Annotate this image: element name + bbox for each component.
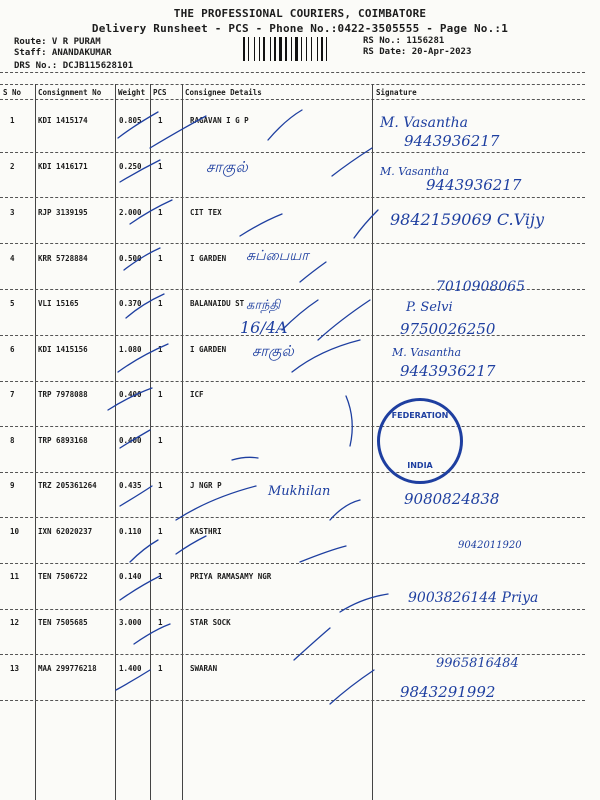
pen-stroke	[240, 214, 282, 236]
pen-stroke	[124, 248, 160, 270]
row-consignment-no: TEN 7506722	[38, 572, 88, 581]
pen-stroke	[118, 112, 158, 138]
row-consignment-no: TRP 6893168	[38, 436, 88, 445]
row-weight: 1.400	[119, 664, 142, 673]
signature-row-1: M. Vasantha	[380, 115, 468, 131]
phone-row-2: 9443936217	[426, 176, 522, 194]
pen-stroke	[300, 546, 346, 562]
header-sno: S No	[3, 88, 22, 97]
drs-number: DRS No.: DCJB115628101	[14, 61, 134, 71]
phone-row-4: 7010908065	[436, 279, 526, 295]
row-consignee: I GARDEN	[190, 345, 227, 354]
row-consignee: SWARAN	[190, 664, 218, 673]
pen-stroke	[292, 340, 360, 372]
row-weight: 0.400	[119, 390, 142, 399]
consignee-hand-row-4: சுப்பையா	[246, 248, 309, 264]
row-pcs: 1	[158, 436, 163, 445]
row-pcs: 1	[158, 390, 163, 399]
phone-row-6: 9443936217	[400, 362, 496, 380]
pen-stroke	[294, 628, 330, 660]
pen-stroke	[118, 344, 168, 372]
row-consignee: CIT TEX	[190, 208, 222, 217]
row-consignee: RAGAVAN I G P	[190, 116, 249, 125]
consignee-hand-row-5: காந்தி	[246, 298, 281, 313]
row-consignment-no: TEN 7505685	[38, 618, 88, 627]
row-weight: 2.000	[119, 208, 142, 217]
row-pcs: 1	[158, 527, 163, 536]
row-sno: 5	[10, 299, 15, 308]
staff-label: Staff: ANANDAKUMAR	[14, 48, 112, 58]
row-sno: 1	[10, 116, 15, 125]
row-sno: 11	[10, 572, 20, 581]
pen-stroke	[176, 486, 256, 520]
signature-row-2: M. Vasantha	[380, 165, 450, 178]
stamp-top-text: FEDERATION	[391, 411, 449, 420]
row-consignee: STAR SOCK	[190, 618, 231, 627]
row-weight: 0.500	[119, 254, 142, 263]
rs-number: RS No.: 1156281	[363, 36, 445, 46]
row-weight: 0.435	[119, 481, 142, 490]
rs-date: RS Date: 20-Apr-2023	[363, 47, 472, 57]
row-consignment-no: KDI 1416171	[38, 162, 88, 171]
pen-stroke	[340, 594, 388, 612]
row-consignee: I GARDEN	[190, 254, 227, 263]
pen-stroke	[330, 670, 374, 704]
signature-row-6: M. Vasantha	[392, 346, 462, 359]
pen-stroke	[318, 300, 370, 340]
pen-stroke	[120, 486, 152, 506]
header-weight: Weight	[118, 88, 146, 97]
pen-stroke	[330, 500, 360, 520]
phone-row-5: 9750026250	[400, 320, 496, 338]
pen-stroke	[354, 210, 378, 238]
pen-stroke	[346, 396, 352, 446]
row-weight: 0.400	[119, 436, 142, 445]
phone-row-12: 9965816484	[436, 656, 519, 671]
row-sno: 8	[10, 436, 15, 445]
door-number-row-5: 16/4A	[240, 318, 288, 337]
stamp-bottom-text: INDIA	[407, 461, 433, 470]
header-signature: Signature	[376, 88, 417, 97]
row-sno: 4	[10, 254, 15, 263]
row-sno: 10	[10, 527, 20, 536]
row-consignee: ICF	[190, 390, 204, 399]
pen-stroke	[116, 670, 150, 690]
row-pcs: 1	[158, 299, 163, 308]
header-pcs: PCS	[153, 88, 167, 97]
pen-stroke	[268, 110, 302, 140]
row-sno: 2	[10, 162, 15, 171]
row-sno: 12	[10, 618, 20, 627]
row-pcs: 1	[158, 254, 163, 263]
phone-row-13: 9843291992	[400, 683, 496, 701]
row-consignment-no: TRP 7978088	[38, 390, 88, 399]
row-consignment-no: MAA 299776218	[38, 664, 97, 673]
row-consignment-no: KRR 5728884	[38, 254, 88, 263]
phone-row-10: 9042011920	[458, 540, 522, 551]
row-weight: 1.080	[119, 345, 142, 354]
header-consignee: Consignee Details	[185, 88, 262, 97]
row-pcs: 1	[158, 162, 163, 171]
pen-stroke	[120, 430, 150, 448]
row-consignment-no: KDI 1415156	[38, 345, 88, 354]
consignee-hand-row-6: சாகுல்	[252, 342, 294, 360]
pen-stroke	[130, 540, 158, 562]
pen-stroke	[332, 148, 372, 176]
pen-stroke	[120, 576, 160, 600]
row-sno: 3	[10, 208, 15, 217]
row-weight: 0.805	[119, 116, 142, 125]
pen-stroke	[134, 624, 170, 644]
row-consignment-no: TRZ 205361264	[38, 481, 97, 490]
pen-stroke	[108, 388, 152, 410]
row-consignment-no: VLI 15165	[38, 299, 79, 308]
header-consignment: Consignment No	[38, 88, 102, 97]
row-pcs: 1	[158, 481, 163, 490]
runsheet-subtitle: Delivery Runsheet - PCS - Phone No.:0422-3505555 - Page No.:1	[91, 22, 509, 35]
route-label: Route: V R PURAM	[14, 37, 101, 47]
consignee-hand-row-2: சாகுல்	[206, 158, 248, 176]
row-pcs: 1	[158, 345, 163, 354]
row-sno: 7	[10, 390, 15, 399]
pen-stroke	[176, 536, 206, 554]
pen-stroke	[130, 200, 172, 224]
pen-stroke	[150, 116, 206, 148]
row-consignee: KASTHRI	[190, 527, 222, 536]
row-pcs: 1	[158, 618, 163, 627]
pen-stroke	[126, 294, 164, 318]
signature-row-5: P. Selvi	[406, 300, 453, 315]
company-title: THE PROFESSIONAL COURIERS, COIMBATORE	[173, 7, 427, 20]
pen-stroke	[232, 457, 258, 460]
row-consignee: J NGR P	[190, 481, 222, 490]
row-pcs: 1	[158, 116, 163, 125]
row-consignment-no: KDI 1415174	[38, 116, 88, 125]
phone-row-9: 9080824838	[404, 490, 500, 508]
row-sno: 9	[10, 481, 15, 490]
pen-stroke	[120, 160, 160, 182]
row-pcs: 1	[158, 208, 163, 217]
row-weight: 0.370	[119, 299, 142, 308]
row-weight: 0.110	[119, 527, 142, 536]
row-consignee: PRIYA RAMASAMY NGR	[190, 572, 272, 581]
row-consignment-no: IXN 62020237	[38, 527, 93, 536]
row-weight: 0.140	[119, 572, 142, 581]
row-sno: 6	[10, 345, 15, 354]
signature-row-3: 9842159069 C.Vijy	[390, 210, 545, 229]
row-pcs: 1	[158, 664, 163, 673]
stamp-seal	[377, 398, 463, 484]
row-sno: 13	[10, 664, 20, 673]
phone-row-1: 9443936217	[404, 132, 500, 150]
consignee-hand-row-9: Mukhilan	[268, 484, 331, 499]
row-consignment-no: RJP 3139195	[38, 208, 88, 217]
row-weight: 3.000	[119, 618, 142, 627]
row-pcs: 1	[158, 572, 163, 581]
row-weight: 0.250	[119, 162, 142, 171]
row-consignee: BALANAIDU ST	[190, 299, 245, 308]
phone-row-11: 9003826144 Priya	[408, 590, 539, 606]
